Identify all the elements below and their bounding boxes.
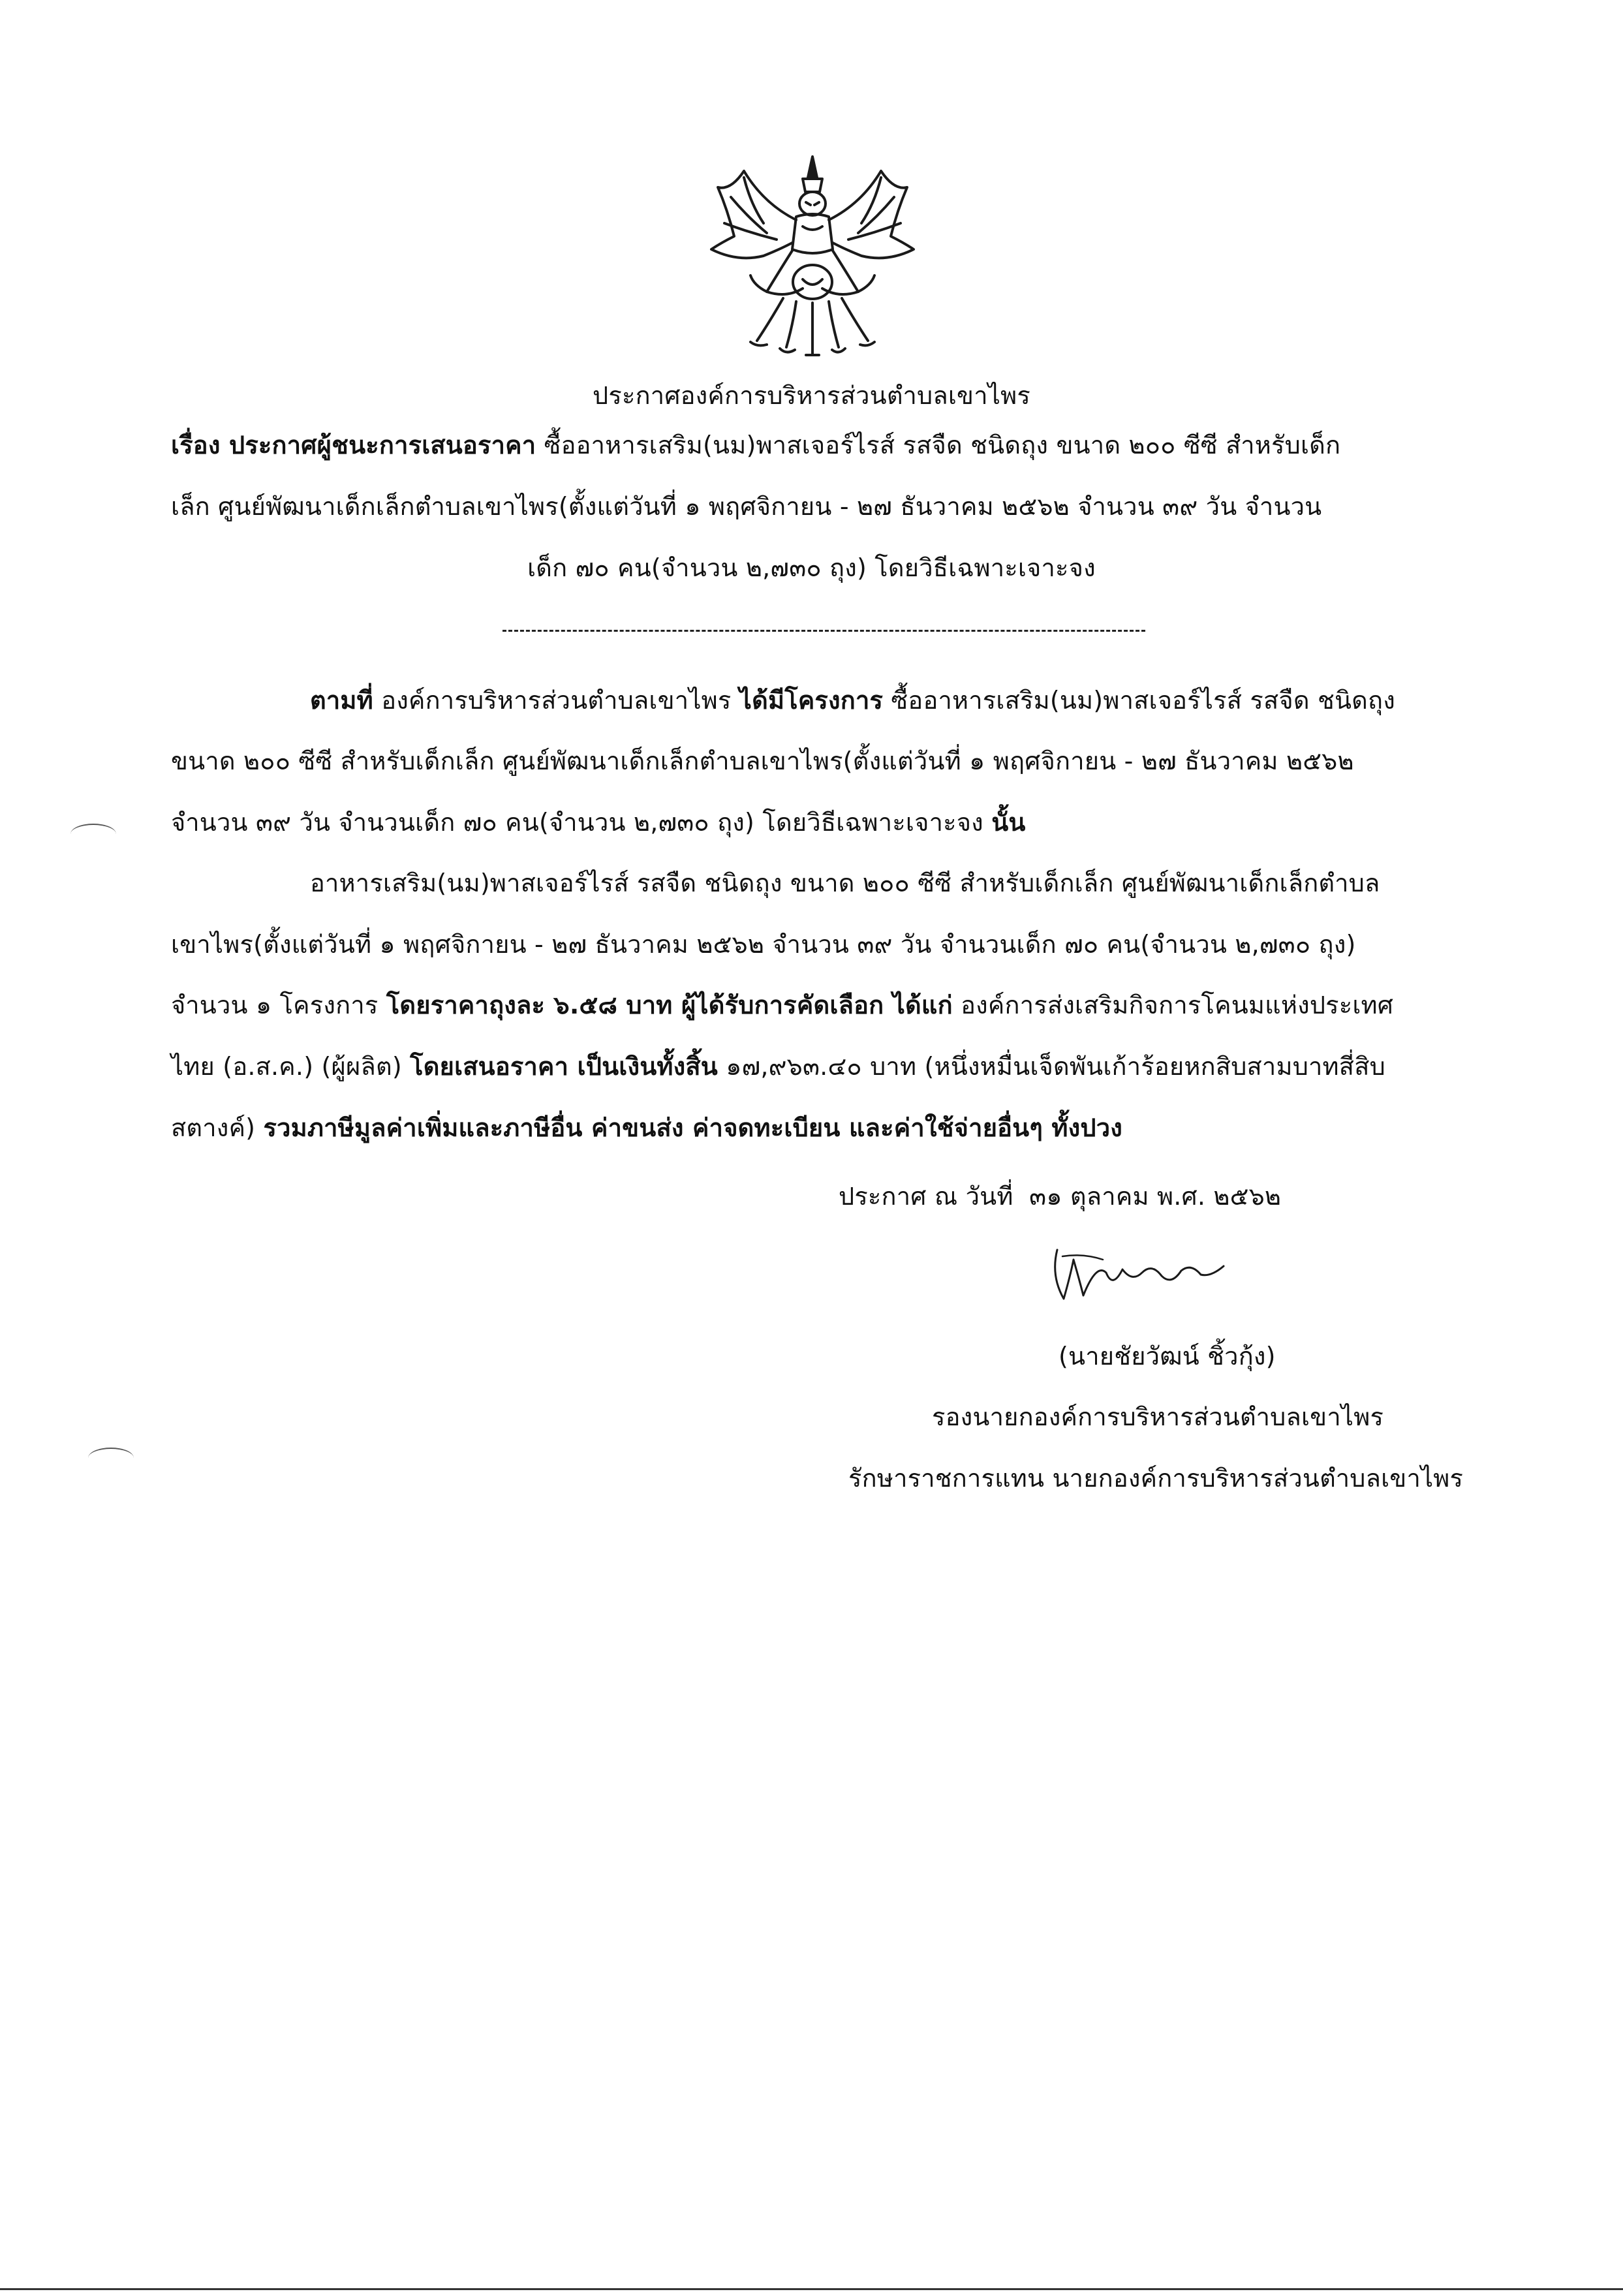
- para2-line-4-seg-2: ๑๗,๙๖๓.๔๐ บาท (หนึ่งหมื่นเจ็ดพันเก้าร้อยหกสิบสามบาทสี่สิบ: [718, 1052, 1385, 1081]
- separator-rule: [502, 630, 1145, 632]
- para2-line-4: [171, 1048, 1385, 1085]
- signer-name: (นายชัยวัฒน์ ชิ้วกุ้ง): [1059, 1342, 1276, 1371]
- para2-line-5: [171, 1109, 1122, 1146]
- para2-line-3-seg-2: องค์การส่งเสริมกิจการโคนมแห่งประเทศ: [952, 991, 1394, 1019]
- para1-line-2: ขนาด ๒๐๐ ซีซี สำหรับเด็กเล็ก ศูนย์พัฒนาเด็กเล็กตำบลเขาไพร(ตั้งแต่วันที่ ๑ พฤศจิกายน - ๒๗ ธันวาคม ๒๕๖๒: [171, 747, 1354, 775]
- margin-mark: [70, 824, 116, 845]
- signature-image: [1044, 1237, 1240, 1309]
- para2-line-3-bold: โดยราคาถุงละ ๖.๕๘ บาท ผู้ได้รับการคัดเลือก ได้แก่: [386, 991, 953, 1019]
- para1-line-3: [171, 804, 1026, 841]
- signer-title-1: รองนายกองค์การบริหารส่วนตำบลเขาไพร: [932, 1403, 1384, 1431]
- para1-seg-2: ซื้ออาหารเสริม(นม)พาสเจอร์ไรส์ รสจืด ชนิดถุง: [883, 686, 1396, 715]
- para2-line-4-seg-1: ไทย (อ.ส.ค.) (ผู้ผลิต): [171, 1052, 410, 1081]
- signer-title-2: รักษาราชการแทน นายกองค์การบริหารส่วนตำบลเขาไพร: [848, 1464, 1464, 1493]
- para1-seg-1: องค์การบริหารส่วนตำบลเขาไพร: [373, 686, 739, 715]
- para2-line-5-bold: รวมภาษีมูลค่าเพิ่มและภาษีอื่น ค่าขนส่ง ค่าจดทะเบียน และค่าใช้จ่ายอื่นๆ ทั้งปวง: [263, 1113, 1123, 1142]
- garuda-emblem-icon: [705, 151, 920, 373]
- scan-edge-line: [0, 2288, 1623, 2290]
- org-title: ประกาศองค์การบริหารส่วนตำบลเขาไพร: [593, 381, 1030, 410]
- para2-line-2: เขาไพร(ตั้งแต่วันที่ ๑ พฤศจิกายน - ๒๗ ธันวาคม ๒๕๖๒ จำนวน ๓๙ วัน จำนวนเด็ก ๗๐ คน(จำนวน ๒,๗๓๐ ถุง): [171, 930, 1356, 959]
- para2-line-4-bold: โดยเสนอราคา เป็นเงินทั้งสิ้น: [410, 1052, 718, 1081]
- para2-line-1: อาหารเสริม(นม)พาสเจอร์ไรส์ รสจืด ชนิดถุง ขนาด ๒๐๐ ซีซี สำหรับเด็กเล็ก ศูนย์พัฒนาเด็กเล็กตำบล: [310, 869, 1380, 897]
- subject-line-1: [171, 427, 1340, 463]
- para2-line-3-seg-1: จำนวน ๑ โครงการ: [171, 991, 386, 1019]
- subject-line-2: เล็ก ศูนย์พัฒนาเด็กเล็กตำบลเขาไพร(ตั้งแต่วันที่ ๑ พฤศจิกายน - ๒๗ ธันวาคม ๒๕๖๒ จำนวน ๓๙ วัน จำนวน: [171, 492, 1322, 521]
- para1-bold-2: ได้มีโครงการ: [739, 686, 884, 715]
- subject-line-3: เด็ก ๗๐ คน(จำนวน ๒,๗๓๐ ถุง) โดยวิธีเฉพาะเจาะจง: [527, 553, 1096, 582]
- announce-line: [839, 1178, 1281, 1215]
- para1-line-1: [310, 682, 1395, 719]
- para1-line-3-text: จำนวน ๓๙ วัน จำนวนเด็ก ๗๐ คน(จำนวน ๒,๗๓๐ ถุง) โดยวิธีเฉพาะเจาะจง: [171, 808, 992, 837]
- announce-date: ๓๑ ตุลาคม พ.ศ. ๒๕๖๒: [1029, 1182, 1282, 1211]
- para1-bold-1: ตามที่: [310, 686, 373, 715]
- para1-line-3-bold: นั้น: [991, 808, 1026, 837]
- announce-label: ประกาศ ณ วันที่: [839, 1182, 1013, 1211]
- margin-mark: [88, 1448, 134, 1468]
- para2-line-5-seg-1: สตางค์): [171, 1113, 264, 1142]
- subject-line-1-text: ซื้ออาหารเสริม(นม)พาสเจอร์ไรส์ รสจืด ชนิดถุง ขนาด ๒๐๐ ซีซี สำหรับเด็ก: [536, 431, 1341, 459]
- subject-label: เรื่อง ประกาศผู้ชนะการเสนอราคา: [171, 431, 536, 459]
- para2-line-3: [171, 987, 1393, 1023]
